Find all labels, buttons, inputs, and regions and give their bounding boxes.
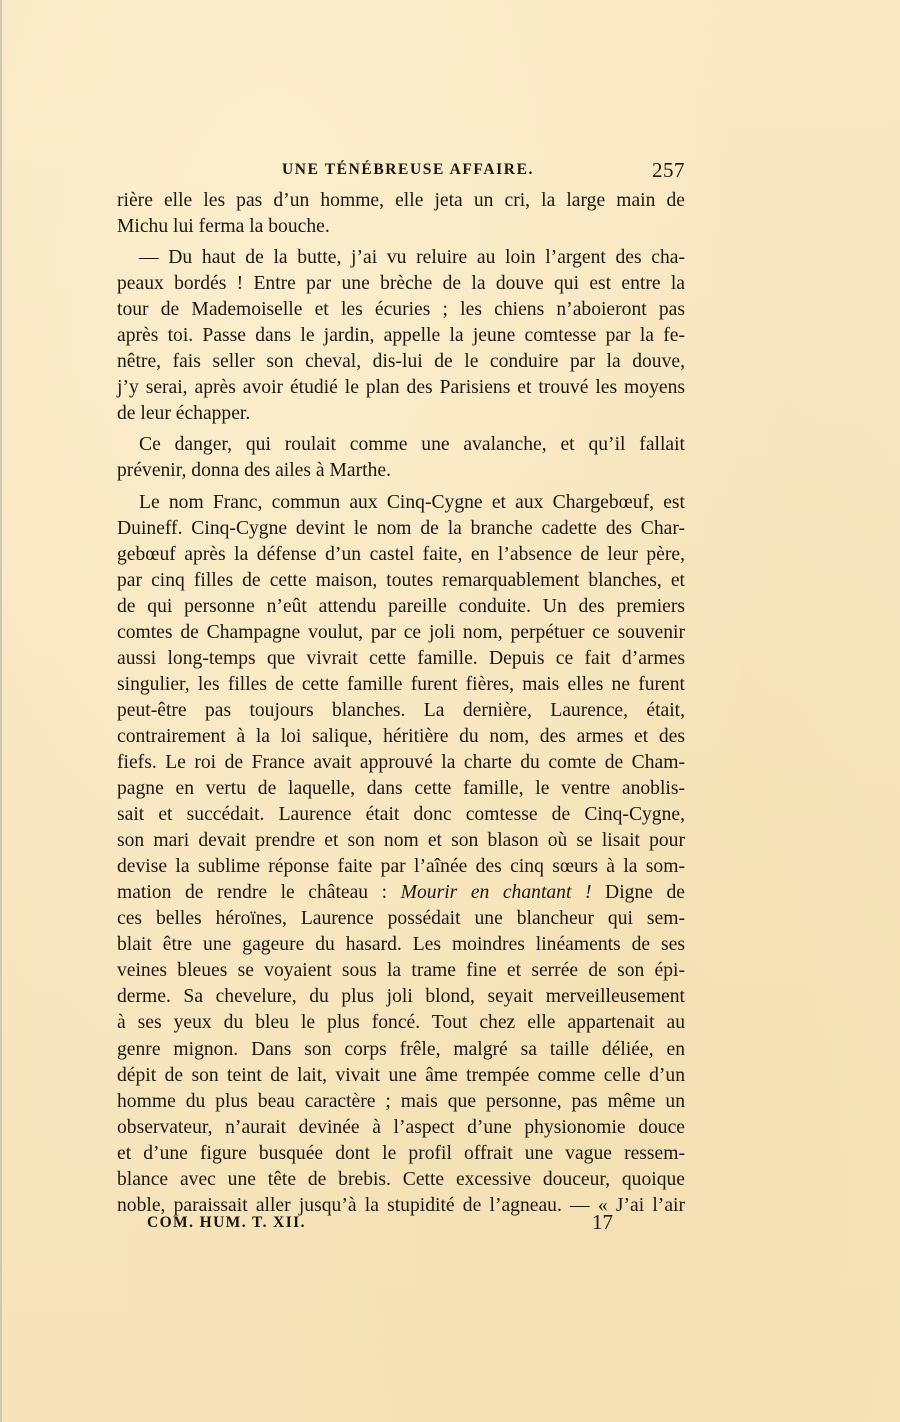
- text-line: dépit de son teint de lait, vivait une âme trempée comme celle d’un: [117, 1064, 685, 1086]
- text-line: de qui personne n’eût attendu pareille conduite. Un des premiers: [117, 595, 685, 617]
- text-line: aussi long-temps que vivrait cette famille. Depuis ce fait d’armes: [117, 647, 685, 669]
- text-line: de leur échapper.: [117, 403, 251, 425]
- text-line: peut-être pas toujours blanches. La dernière, Laurence, était,: [117, 699, 685, 721]
- text-line: devise la sublime réponse faite par l’aînée des cinq sœurs à la som-: [117, 856, 685, 878]
- text-line: singulier, les filles de cette famille furent fières, mais elles ne furent: [117, 673, 685, 695]
- text-line: noble, paraissait aller jusqu’à la stupidité de l’agneau. — « J’ai l’air: [117, 1194, 685, 1216]
- signature-number: 17: [592, 1210, 613, 1234]
- text-line: blance avec une tête de brebis. Cette excessive douceur, quoique: [117, 1168, 685, 1190]
- text-line: blait être une gageure du hasard. Les moindres linéaments de ses: [117, 934, 685, 956]
- text-line: homme du plus beau caractère ; mais que personne, pas même un: [117, 1090, 685, 1112]
- text-line: par cinq filles de cette maison, toutes remarquablement blanches, et: [117, 569, 685, 591]
- text-line: à ses yeux du bleu le plus foncé. Tout chez elle appartenait au: [117, 1012, 685, 1034]
- text-line: peaux bordés ! Entre par une brèche de la douve qui est entre la: [117, 273, 685, 295]
- text-line: rière elle les pas d’un homme, elle jeta un cri, la large main de: [117, 190, 685, 211]
- paragraph: [117, 490, 685, 1219]
- text-line: et d’une figure busquée dont le profil offrait une vague ressem-: [117, 1142, 685, 1164]
- text-line: prévenir, donna des ailes à Marthe.: [117, 460, 391, 482]
- text-line: Michu lui ferma la bouche.: [117, 216, 330, 238]
- text-line: — Du haut de la butte, j’ai vu reluire au loin l’argent des cha-: [139, 247, 685, 269]
- text-line: [117, 880, 685, 906]
- text-line: comtes de Champagne voulut, par ce joli nom, perpétuer ce souvenir: [117, 621, 685, 643]
- text-line: j’y serai, après avoir étudié le plan des Parisiens et trouvé les moyens: [117, 377, 685, 399]
- page-number: 257: [652, 158, 685, 182]
- text-line: ces belles héroïnes, Laurence possédait une blancheur qui sem-: [117, 908, 685, 930]
- paragraph: [117, 245, 685, 427]
- page-edge: [0, 0, 2, 1422]
- text-line: tour de Mademoiselle et les écuries ; les chiens n’aboieront pas: [117, 299, 685, 321]
- running-title: UNE TÉNÉBREUSE AFFAIRE.: [282, 161, 534, 178]
- text-run: Digne de: [591, 882, 685, 904]
- paragraph: [117, 432, 685, 484]
- text-line: gebœuf après la défense d’un castel faite, en l’absence de leur père,: [117, 543, 685, 565]
- text-line: pagne en vertu de laquelle, dans cette famille, le ventre anoblis-: [117, 778, 685, 800]
- text-line: nêtre, fais seller son cheval, dis-lui de le conduire par la douve,: [117, 351, 685, 373]
- body-text: [117, 188, 685, 1219]
- text-line: Le nom Franc, commun aux Cinq-Cygne et aux Chargebœuf, est: [139, 491, 685, 513]
- text-line: fiefs. Le roi de France avait approuvé la charte du comte de Cham-: [117, 751, 685, 773]
- italic-motto: Mourir en chantant !: [400, 882, 592, 904]
- text-line: veines bleues se voyaient sous la trame fine et serrée de son épi-: [117, 960, 685, 982]
- page-footer: [117, 1210, 685, 1240]
- text-line: Duineff. Cinq-Cygne devint le nom de la branche cadette des Char-: [117, 517, 685, 539]
- text-line: contrairement à la loi salique, héritière du nom, des armes et des: [117, 725, 685, 747]
- text-line: derme. Sa chevelure, du plus joli blond, seyait merveilleusement: [117, 986, 685, 1008]
- text-run: mation de rendre le château :: [117, 882, 401, 904]
- printer-signature: COM. HUM. T. XII.: [147, 1214, 306, 1231]
- text-line: Ce danger, qui roulait comme une avalanche, et qu’il fallait: [139, 434, 685, 456]
- paragraph: [117, 188, 685, 240]
- text-line: observateur, n’aurait devinée à l’aspect d’une physionomie douce: [117, 1116, 685, 1138]
- text-line: son mari devait prendre et son nom et son blason où se lisait pour: [117, 830, 685, 852]
- text-line: après toi. Passe dans le jardin, appelle la jeune comtesse par la fe-: [117, 325, 685, 347]
- running-head: [117, 158, 685, 186]
- text-line: sait et succédait. Laurence était donc comtesse de Cinq-Cygne,: [117, 804, 685, 826]
- text-line: genre mignon. Dans son corps frêle, malgré sa taille déliée, en: [117, 1038, 685, 1060]
